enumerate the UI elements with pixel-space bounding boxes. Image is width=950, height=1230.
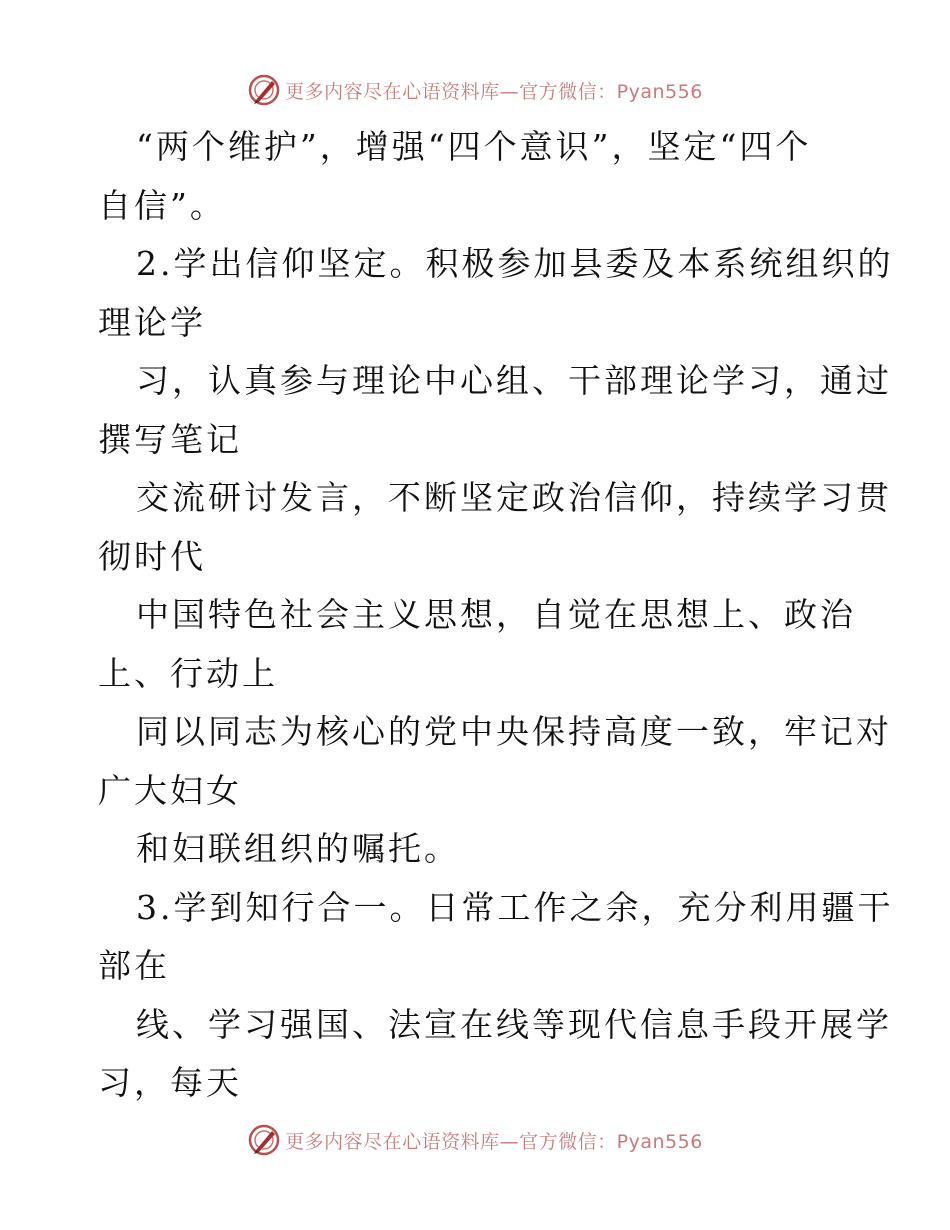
- footer-watermark: [0, 1120, 950, 1160]
- pen-logo-icon: [247, 1123, 281, 1157]
- text-line: 交流研讨发言，不断坚定政治信仰，持续学习贯: [136, 478, 892, 517]
- watermark-text: 更多内容尽在心语资料库—官方微信：Pyan556: [285, 80, 703, 103]
- pen-logo-icon: [247, 73, 281, 107]
- document-body: [98, 118, 894, 1113]
- text-line: 和妇联组织的嘱托。: [136, 829, 460, 868]
- text-line: 3.学到知行合一。日常工作之余，充分利用疆干: [136, 887, 894, 927]
- text-line: 习，每天: [98, 1063, 242, 1102]
- text-line: “两个维护”，增强“四个意识”，坚定“四个: [136, 127, 812, 166]
- text-line: 同以同志为核心的党中央保持高度一致，牢记对: [136, 712, 892, 751]
- text-line: 自信”。: [98, 185, 226, 225]
- text-line: 2.学出信仰坚定。积极参加县委及本系统组织的: [136, 244, 894, 283]
- text-line: 线、学习强国、法宣在线等现代信息手段开展学: [136, 1004, 892, 1044]
- text-line: 习，认真参与理论中心组、干部理论学习，通过: [136, 361, 892, 400]
- text-line: 部在: [98, 946, 170, 985]
- text-line: 广大妇女: [98, 770, 242, 810]
- text-line: 撰写笔记: [98, 419, 242, 459]
- header-watermark: [0, 70, 950, 110]
- text-line: 中国特色社会主义思想，自觉在思想上、政治: [136, 595, 856, 634]
- text-line: 彻时代: [98, 536, 206, 576]
- text-line: 理论学: [98, 302, 206, 342]
- watermark-text: 更多内容尽在心语资料库—官方微信：Pyan556: [285, 1130, 703, 1153]
- text-line: 上、行动上: [98, 653, 278, 693]
